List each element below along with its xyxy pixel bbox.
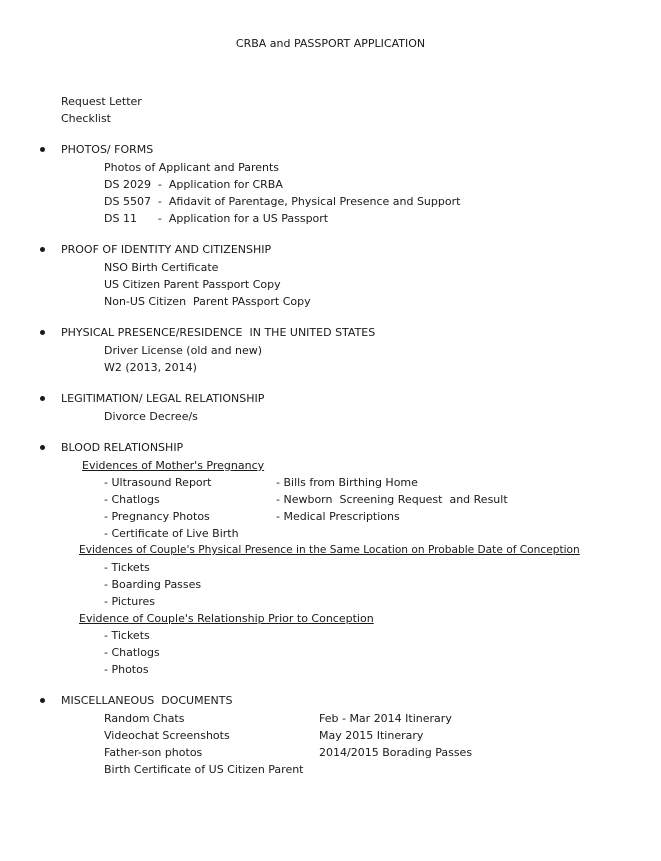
- list-item: Feb - Mar 2014 Itinerary: [319, 712, 452, 725]
- list-item: - Pregnancy Photos: [104, 510, 210, 523]
- section-heading: PROOF OF IDENTITY AND CITIZENSHIP: [61, 243, 272, 256]
- list-item: Videochat Screenshots: [104, 729, 230, 742]
- section-heading: BLOOD RELATIONSHIP: [61, 441, 184, 454]
- list-item: DS 11 - Application for a US Passport: [104, 212, 329, 225]
- list-item: - Ultrasound Report: [104, 476, 212, 489]
- intro-line: Checklist: [61, 112, 111, 125]
- list-item: - Tickets: [104, 629, 150, 642]
- list-item: Random Chats: [104, 712, 185, 725]
- list-item: US Citizen Parent Passport Copy: [104, 278, 281, 291]
- list-item: Father-son photos: [104, 746, 203, 759]
- list-item: 2014/2015 Borading Passes: [319, 746, 473, 759]
- section-heading: PHYSICAL PRESENCE/RESIDENCE IN THE UNITED STATES: [61, 326, 376, 339]
- subsection-title: Evidences of Mother's Pregnancy: [82, 459, 265, 472]
- intro-line: Request Letter: [61, 95, 142, 108]
- list-item: DS 2029 - Application for CRBA: [104, 178, 283, 191]
- bullet: [40, 396, 45, 401]
- subsection-title: Evidences of Couple's Physical Presence in the Same Location on Probable Date of Conception: [79, 544, 580, 556]
- list-item: - Certificate of Live Birth: [104, 527, 239, 540]
- list-item: DS 5507 - Afidavit of Parentage, Physical Presence and Support: [104, 195, 461, 208]
- list-item: - Newborn Screening Request and Result: [276, 493, 508, 506]
- section-heading: PHOTOS/ FORMS: [61, 143, 154, 156]
- list-item: - Chatlogs: [104, 646, 160, 659]
- list-item: NSO Birth Certificate: [104, 261, 219, 274]
- bullet: [40, 247, 45, 252]
- list-item: - Boarding Passes: [104, 578, 202, 591]
- list-item: W2 (2013, 2014): [104, 361, 197, 374]
- bullet: [40, 445, 45, 450]
- list-item: May 2015 Itinerary: [319, 729, 424, 742]
- page-title: CRBA and PASSPORT APPLICATION: [235, 37, 426, 50]
- list-item: Birth Certificate of US Citizen Parent: [104, 763, 304, 776]
- list-item: - Tickets: [104, 561, 150, 574]
- list-item: - Chatlogs: [104, 493, 160, 506]
- list-item: - Pictures: [104, 595, 156, 608]
- list-item: Non-US Citizen Parent PAssport Copy: [104, 295, 311, 308]
- bullet: [40, 147, 45, 152]
- list-item: Driver License (old and new): [104, 344, 263, 357]
- section-heading: MISCELLANEOUS DOCUMENTS: [61, 694, 233, 707]
- bullet: [40, 698, 45, 703]
- list-item: - Photos: [104, 663, 149, 676]
- subsection-title: Evidence of Couple's Relationship Prior to Conception: [79, 612, 374, 625]
- list-item: - Bills from Birthing Home: [276, 476, 418, 489]
- list-item: - Medical Prescriptions: [276, 510, 400, 523]
- list-item: Divorce Decree/s: [104, 410, 198, 423]
- bullet: [40, 330, 45, 335]
- list-item: Photos of Applicant and Parents: [104, 161, 280, 174]
- section-heading: LEGITIMATION/ LEGAL RELATIONSHIP: [61, 392, 265, 405]
